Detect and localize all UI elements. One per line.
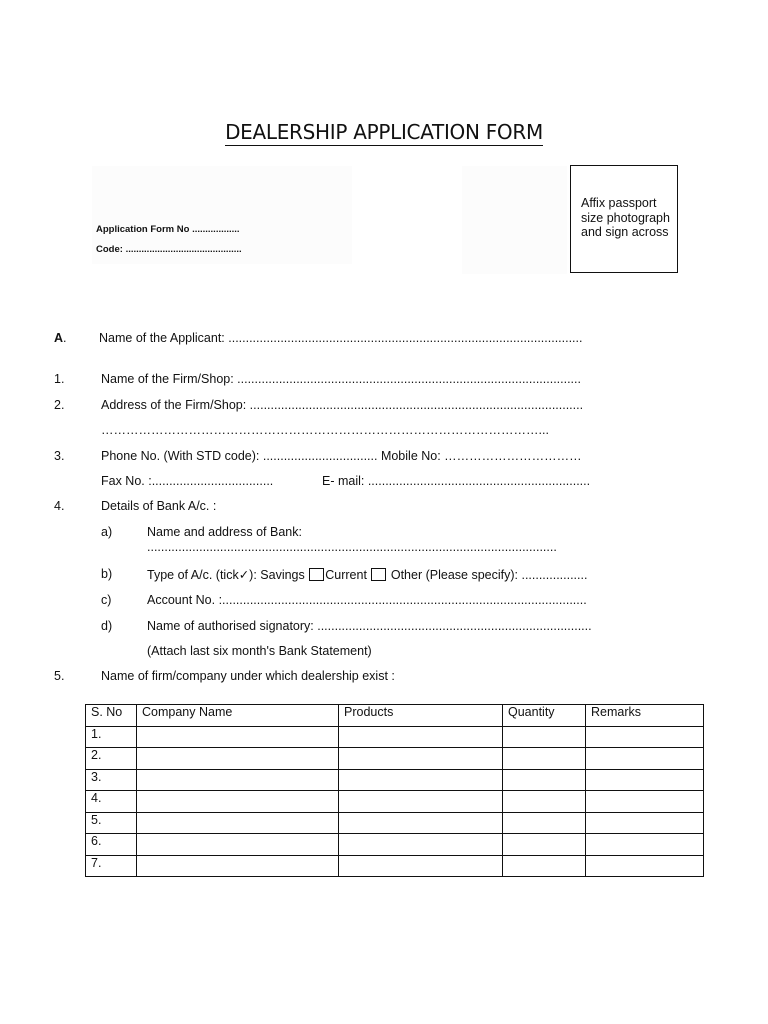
table-row — [86, 748, 704, 770]
remarks-cell[interactable] — [586, 726, 704, 748]
serial-number: 5. — [86, 812, 137, 834]
bank-name-field[interactable]: ...................................................................................................................... — [147, 540, 557, 554]
quantity-cell[interactable] — [503, 748, 586, 770]
company-name-cell[interactable] — [137, 834, 339, 856]
serial-number: 7. — [86, 855, 137, 877]
company-name-cell[interactable] — [137, 726, 339, 748]
application-form-no-field[interactable]: .................. — [192, 224, 240, 235]
item-number: 3. — [54, 449, 65, 463]
company-name-cell[interactable] — [137, 791, 339, 813]
item-number: 5. — [54, 669, 65, 683]
products-cell[interactable] — [339, 812, 503, 834]
table-row — [86, 791, 704, 813]
bank-details-heading: Details of Bank A/c. : — [101, 499, 217, 513]
form-title: DEALERSHIP APPLICATION FORM — [225, 120, 543, 144]
photo-area-shadow — [462, 166, 567, 274]
account-type-line: Type of A/c. (tick✓): Savings Current Other (Please specify): ................... — [147, 568, 588, 582]
table-row — [86, 855, 704, 877]
sub-item-letter: b) — [101, 567, 113, 581]
table-row — [86, 834, 704, 856]
sub-item-letter: d) — [101, 619, 113, 633]
firm-name-field[interactable]: Name of the Firm/Shop: ................................................................................................... — [101, 372, 581, 386]
remarks-cell[interactable] — [586, 748, 704, 770]
photo-box — [570, 165, 678, 273]
item-number: 1. — [54, 372, 65, 386]
savings-checkbox[interactable] — [309, 568, 324, 581]
code-line: Code: ............................................ — [96, 244, 242, 255]
products-cell[interactable] — [339, 834, 503, 856]
serial-number: 2. — [86, 748, 137, 770]
quantity-cell[interactable] — [503, 726, 586, 748]
column-header: Products — [339, 705, 503, 727]
table-header-row — [86, 705, 704, 727]
serial-number: 6. — [86, 834, 137, 856]
remarks-cell[interactable] — [586, 855, 704, 877]
column-header: Quantity — [503, 705, 586, 727]
quantity-cell[interactable] — [503, 791, 586, 813]
firm-address-continuation[interactable]: ……………………………………………………………………………………………... — [101, 423, 549, 437]
section-a-label: A. — [54, 331, 67, 345]
remarks-cell[interactable] — [586, 791, 704, 813]
photo-instructions: Affix passport size photograph and sign across — [581, 196, 670, 239]
quantity-cell[interactable] — [503, 769, 586, 791]
remarks-cell[interactable] — [586, 834, 704, 856]
quantity-cell[interactable] — [503, 834, 586, 856]
table-row — [86, 769, 704, 791]
products-cell[interactable] — [339, 791, 503, 813]
other-account-type-field[interactable]: Other (Please specify): ................... — [387, 568, 588, 582]
column-header: Company Name — [137, 705, 339, 727]
table-row — [86, 812, 704, 834]
dealership-heading: Name of firm/company under which dealership exist : — [101, 669, 395, 683]
company-name-cell[interactable] — [137, 855, 339, 877]
item-number: 2. — [54, 398, 65, 412]
company-name-cell[interactable] — [137, 812, 339, 834]
serial-number: 4. — [86, 791, 137, 813]
code-field[interactable]: ............................................ — [125, 244, 242, 255]
serial-number: 1. — [86, 726, 137, 748]
email-field[interactable]: E- mail: ................................................................ — [322, 474, 591, 488]
item-number: 4. — [54, 499, 65, 513]
applicant-name-field[interactable]: Name of the Applicant: ...................................................................................................... — [99, 331, 583, 345]
products-cell[interactable] — [339, 748, 503, 770]
sub-item-letter: a) — [101, 525, 113, 539]
serial-number: 3. — [86, 769, 137, 791]
table-row — [86, 726, 704, 748]
sub-item-letter: c) — [101, 593, 112, 607]
quantity-cell[interactable] — [503, 855, 586, 877]
products-cell[interactable] — [339, 769, 503, 791]
dealership-table — [85, 704, 704, 877]
firm-address-field[interactable]: Address of the Firm/Shop: ................................................................................................ — [101, 398, 584, 412]
authorised-signatory-field[interactable]: Name of authorised signatory: ............................................................................... — [147, 619, 592, 633]
fax-field[interactable]: Fax No. :................................... — [101, 474, 274, 488]
application-form-no: Application Form No .................. — [96, 224, 240, 235]
account-number-field[interactable]: Account No. :......................................................................................................... — [147, 593, 587, 607]
bank-name-label: Name and address of Bank: — [147, 525, 302, 539]
phone-mobile-field[interactable]: Phone No. (With STD code): ................................. Mobile No: …………………………… — [101, 449, 582, 463]
company-name-cell[interactable] — [137, 769, 339, 791]
column-header: Remarks — [586, 705, 704, 727]
remarks-cell[interactable] — [586, 769, 704, 791]
bank-statement-note: (Attach last six month's Bank Statement) — [147, 644, 372, 658]
products-cell[interactable] — [339, 726, 503, 748]
products-cell[interactable] — [339, 855, 503, 877]
current-checkbox[interactable] — [371, 568, 386, 581]
column-header: S. No — [86, 705, 137, 727]
company-name-cell[interactable] — [137, 748, 339, 770]
remarks-cell[interactable] — [586, 812, 704, 834]
quantity-cell[interactable] — [503, 812, 586, 834]
